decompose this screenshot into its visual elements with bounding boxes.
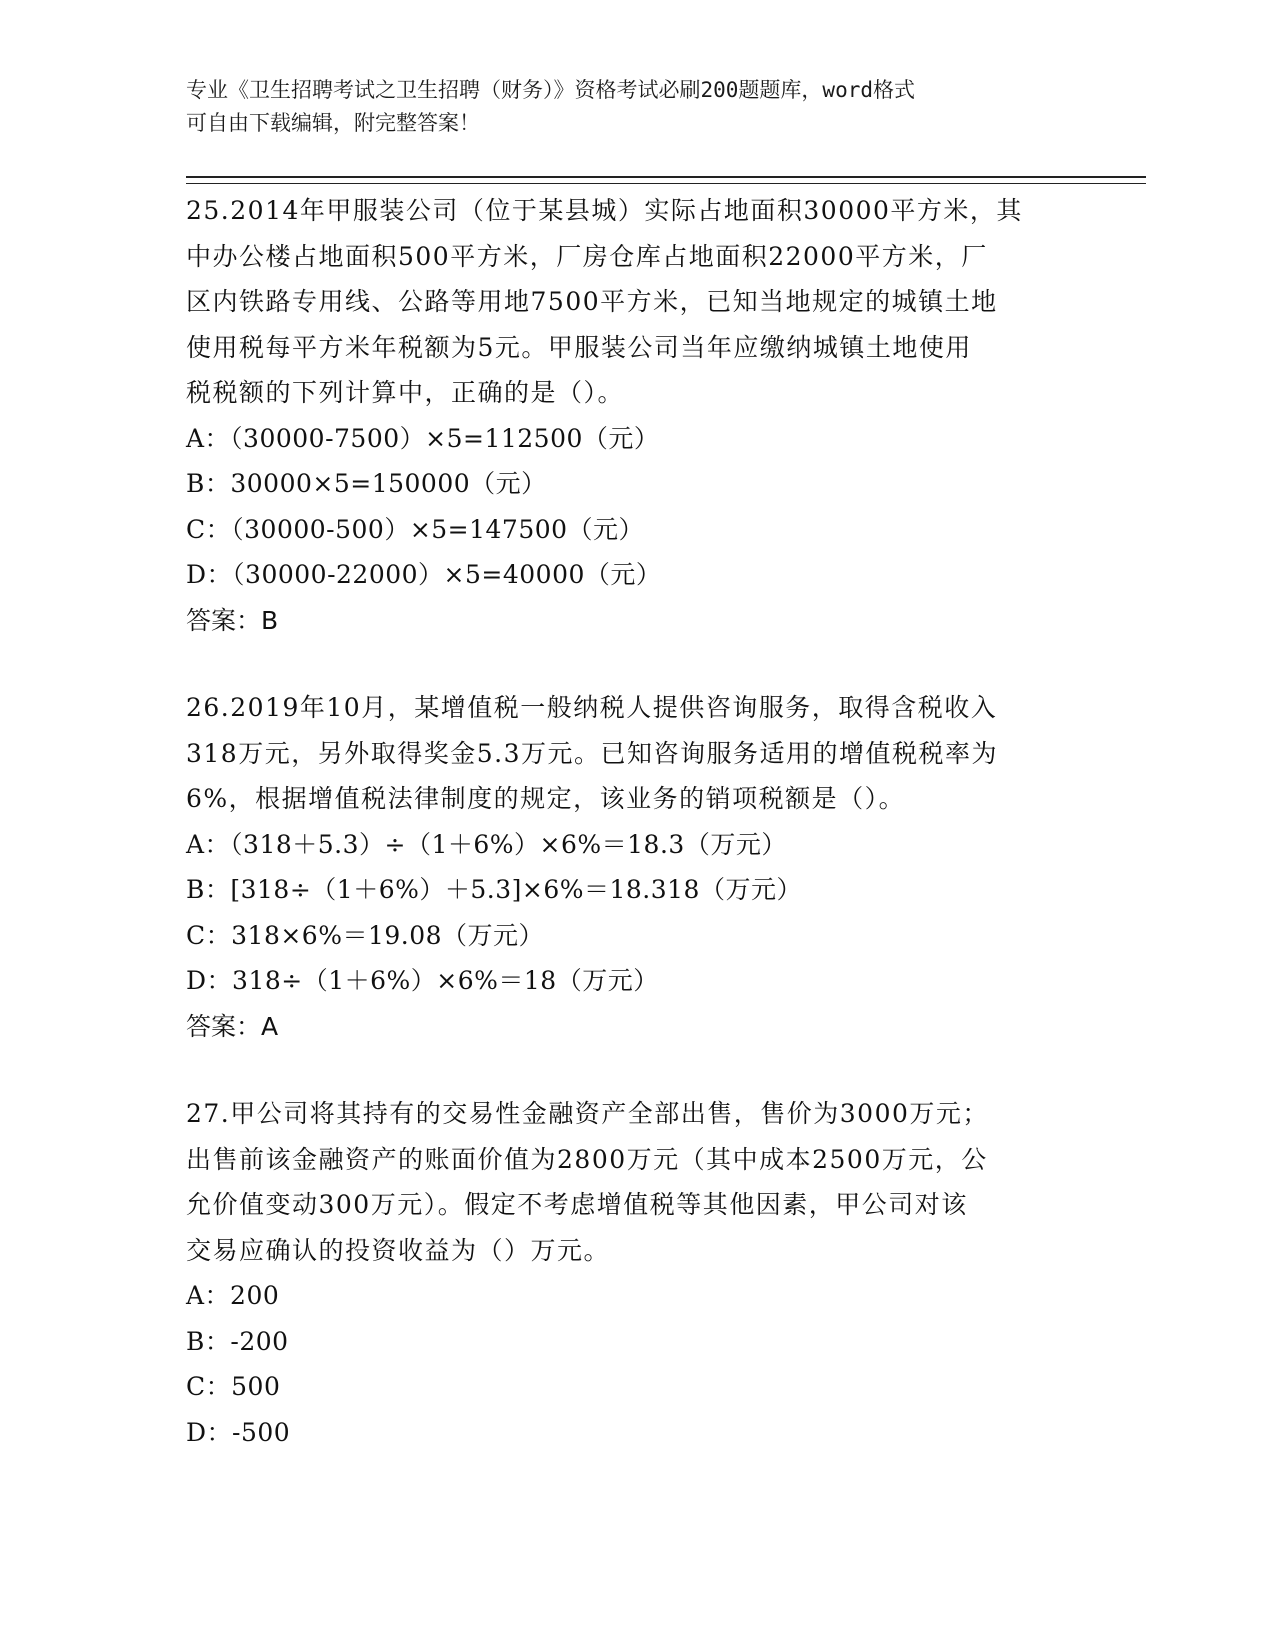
header-divider-thick (186, 176, 1146, 178)
stem-line: 税税额的下列计算中，正确的是（）。 (186, 378, 625, 407)
question-list (186, 188, 1086, 1497)
stem-line: 允价值变动300万元）。假定不考虑增值税等其他因素，甲公司对该 (186, 1190, 968, 1219)
option-c: C：500 (186, 1372, 281, 1401)
option-b: B：30000×5=150000（元） (186, 469, 547, 498)
header-line-2: 可自由下载编辑，附完整答案！ (186, 111, 480, 135)
stem-line: 25.2014年甲服装公司（位于某县城）实际占地面积30000平方米，其 (186, 196, 1023, 225)
option-a: A：（318＋5.3）÷（1＋6%）×6%＝18.3（万元） (186, 829, 787, 859)
stem-line: 交易应确认的投资收益为（）万元。 (186, 1235, 611, 1265)
option-b: B：-200 (186, 1326, 289, 1356)
question-25 (186, 188, 1086, 643)
option-c: C：318×6%＝19.08（万元） (186, 920, 545, 950)
question-26 (186, 685, 1086, 1049)
option-a: A：200 (186, 1281, 280, 1310)
stem-line: 区内铁路专用线、公路等用地7500平方米，已知当地规定的城镇土地 (186, 287, 998, 316)
stem-line: 中办公楼占地面积500平方米，厂房仓库占地面积22000平方米，厂 (186, 241, 988, 271)
option-d: D：-500 (186, 1417, 291, 1447)
document-header (186, 74, 1086, 140)
option-b: B：[318÷（1＋6%）＋5.3]×6%＝18.318（万元） (186, 875, 802, 904)
answer-line: 答案：B (186, 605, 279, 635)
header-divider-thin (186, 183, 1146, 184)
question-stem (186, 685, 1086, 822)
option-d: D：（30000-22000）×5=40000（元） (186, 560, 662, 589)
question-27 (186, 1091, 1086, 1455)
option-d: D：318÷（1＋6%）×6%＝18（万元） (186, 966, 659, 995)
stem-line: 使用税每平方米年税额为5元。甲服装公司当年应缴纳城镇土地使用 (186, 332, 972, 362)
stem-line: 318万元，另外取得奖金5.3万元。已知咨询服务适用的增值税税率为 (186, 738, 998, 768)
stem-line: 26.2019年10月，某增值税一般纳税人提供咨询服务，取得含税收入 (186, 693, 998, 722)
question-stem (186, 1091, 1086, 1273)
answer-line: 答案：A (186, 1011, 279, 1041)
option-a: A：（30000-7500）×5=112500（元） (186, 423, 660, 453)
stem-line: 27.甲公司将其持有的交易性金融资产全部出售，售价为3000万元； (186, 1099, 989, 1128)
question-stem (186, 188, 1086, 416)
stem-line: 出售前该金融资产的账面价值为2800万元（其中成本2500万元，公 (186, 1144, 988, 1174)
option-c: C：（30000-500）×5=147500（元） (186, 514, 645, 544)
stem-line: 6%，根据增值税法律制度的规定，该业务的销项税额是（）。 (186, 784, 906, 813)
header-line-1: 专业《卫生招聘考试之卫生招聘（财务）》资格考试必刷200题题库，word格式 (186, 78, 915, 102)
